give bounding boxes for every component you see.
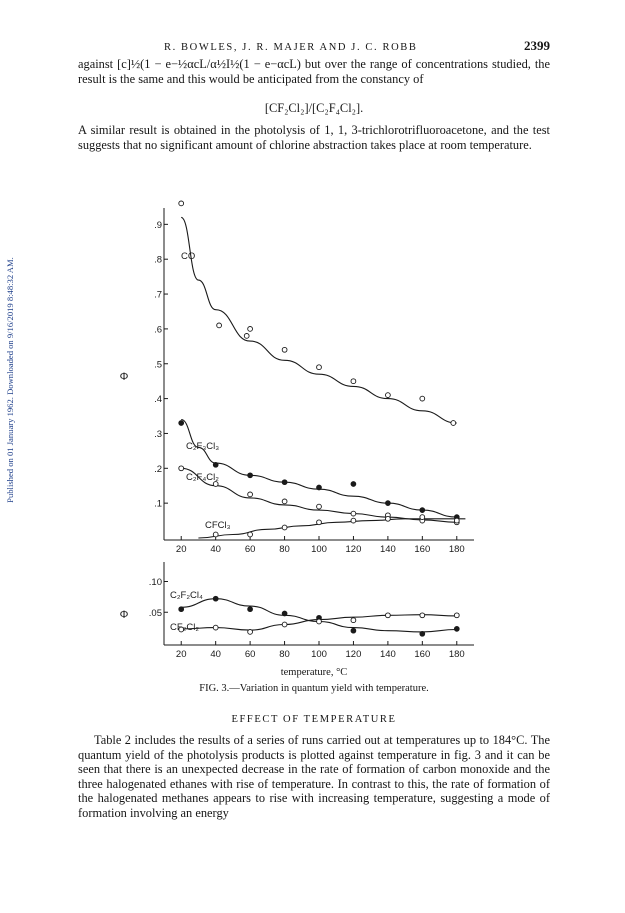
upper-y-tick-label: .7 <box>154 289 162 301</box>
upper-series-1-point <box>179 421 184 426</box>
upper-y-tick-label: .5 <box>154 359 162 371</box>
upper-x-tick-label: 40 <box>210 544 221 555</box>
upper-series-3-point <box>454 518 459 523</box>
lower-y-tick-label: .05 <box>148 607 162 619</box>
upper-series-2-point <box>282 499 287 504</box>
upper-x-tick-label: 140 <box>379 544 396 555</box>
lower-series-0-point <box>351 628 356 633</box>
upper-y-tick-label: .4 <box>154 394 162 406</box>
lower-y-axis-label: Φ <box>119 609 129 621</box>
lower-x-tick-label: 80 <box>279 649 290 660</box>
ratio-equation: [CF₂Cl₂]/[C₂F₄Cl₂]. <box>264 101 364 115</box>
upper-series-0-point <box>217 323 222 328</box>
upper-y-tick-label: .9 <box>154 219 162 231</box>
upper-series-1-label: C₂F₃Cl₃ <box>186 441 220 452</box>
download-watermark <box>4 210 16 550</box>
lower-series-1-point <box>420 613 425 618</box>
upper-series-2-point <box>317 504 322 509</box>
running-head-authors: R. BOWLES, J. R. MAJER AND J. C. ROBB <box>164 42 418 53</box>
upper-series-1-point <box>420 508 425 513</box>
upper-y-tick-label: .1 <box>154 498 162 510</box>
lower-x-tick-label: 140 <box>379 649 396 660</box>
page-number: 2399 <box>524 38 550 53</box>
upper-series-3-point <box>248 532 253 537</box>
upper-series-2-point <box>351 511 356 516</box>
lower-series-0-label: C₂F₂Cl₄ <box>170 590 203 601</box>
lower-x-tick-label: 60 <box>244 649 256 660</box>
lower-series-1-point <box>282 622 287 627</box>
upper-y-tick-label: .6 <box>154 324 162 336</box>
upper-x-tick-label: 180 <box>448 544 465 555</box>
upper-series-0-label: CO <box>181 251 196 262</box>
x-axis-title: temperature, °C <box>280 667 348 678</box>
lower-x-tick-label: 20 <box>175 649 187 660</box>
upper-series-1-curve <box>181 420 457 518</box>
upper-x-tick-label: 120 <box>345 544 362 555</box>
upper-series-1-point <box>386 501 391 506</box>
upper-series-0-point <box>282 347 287 352</box>
upper-series-2-point <box>179 466 184 471</box>
download-watermark-text: Published on 01 January 1962. Downloaded on 9/16/2019 8:48:32 AM. <box>5 257 15 503</box>
lower-x-tick-label: 180 <box>448 649 465 660</box>
upper-series-2-label: C₂F₄Cl₂ <box>186 472 219 483</box>
upper-series-0-point <box>420 396 425 401</box>
lower-series-0-point <box>213 596 218 601</box>
upper-series-3-point <box>213 532 218 537</box>
upper-series-3-point <box>386 516 391 521</box>
figure-3 <box>78 0 550 680</box>
lower-series-0-point <box>282 611 287 616</box>
upper-series-3-point <box>420 515 425 520</box>
upper-series-1-point <box>317 485 322 490</box>
upper-series-1-point <box>213 462 218 467</box>
upper-series-2-point <box>248 492 253 497</box>
lower-x-tick-label: 40 <box>210 649 221 660</box>
upper-series-2-curve <box>181 468 457 522</box>
figure-caption: FIG. 3.—Variation in quantum yield with temperature. <box>199 683 429 694</box>
lower-y-tick-label: .10 <box>148 577 162 588</box>
upper-x-tick-label: 160 <box>414 544 431 555</box>
lower-series-0-point <box>420 631 425 636</box>
lower-panel <box>120 562 474 660</box>
section-heading: EFFECT OF TEMPERATURE <box>231 714 397 725</box>
upper-series-3-point <box>317 520 322 525</box>
upper-series-0-point <box>351 379 356 384</box>
upper-y-tick-label: .8 <box>154 254 162 266</box>
lower-x-tick-label: 160 <box>414 649 431 660</box>
upper-x-tick-label: 80 <box>279 544 290 555</box>
lower-series-1-point <box>248 630 253 635</box>
paragraph-temperature-effect: Table 2 includes the results of a series of runs carried out at temperatures up to 184°C. The quantum yield of the photolysis products is plotted against temperature in fig. 3 and it can be seen that there is an unexpected decrease in the rate of formation of carbon monoxide and the three halogenated ethanes with rise of temperature. In contrast to this, the rate of formation of the halogenated methanes appears to rise with increasing temperature, suggesting a mode of formation involving an energy <box>78 733 550 820</box>
paragraph-continuation: against [c]½(1 − e−½αcL/α½I½(1 − e−αcL) but over the range of concentrations studied, the result is the same and this would be anticipated from the constancy of <box>78 57 550 86</box>
lower-series-0-point <box>248 607 253 612</box>
upper-series-1-point <box>282 480 287 485</box>
lower-series-1-point <box>454 613 459 618</box>
lower-series-0-point <box>179 607 184 612</box>
upper-x-tick-label: 60 <box>244 544 256 555</box>
upper-series-0-curve <box>181 217 457 423</box>
upper-x-tick-label: 100 <box>311 544 327 555</box>
upper-panel <box>120 201 474 555</box>
upper-series-1-point <box>248 473 253 478</box>
upper-y-tick-label: .2 <box>154 463 162 475</box>
upper-y-axis-label: Φ <box>119 371 129 383</box>
upper-series-0-point <box>179 201 184 206</box>
lower-series-1-point <box>386 613 391 618</box>
lower-series-1-point <box>317 619 322 624</box>
upper-series-0-point <box>386 393 391 398</box>
lower-x-tick-label: 100 <box>311 649 327 660</box>
upper-series-0-point <box>317 365 322 370</box>
upper-series-0-point <box>244 334 249 339</box>
lower-x-tick-label: 120 <box>345 649 362 660</box>
lower-series-1-point <box>351 618 356 623</box>
upper-series-1-point <box>351 482 356 487</box>
upper-series-0-point <box>451 421 456 426</box>
upper-y-tick-label: .3 <box>154 428 162 440</box>
lower-series-1-point <box>213 625 218 630</box>
upper-x-tick-label: 20 <box>175 544 187 555</box>
paragraph-trichloro-result: A similar result is obtained in the photolysis of 1, 1, 3-trichlorotrifluoroacetone, and the test suggests that no significant amount of chlorine abstraction takes place at room temperature. <box>78 123 550 152</box>
lower-series-1-label: CF₂Cl₂ <box>170 622 200 633</box>
upper-series-0-point <box>248 327 253 332</box>
upper-series-3-point <box>351 518 356 523</box>
upper-series-3-curve <box>198 519 465 538</box>
lower-series-0-point <box>454 627 459 632</box>
upper-series-3-label: CFCl₃ <box>205 520 231 531</box>
upper-series-3-point <box>282 525 287 530</box>
